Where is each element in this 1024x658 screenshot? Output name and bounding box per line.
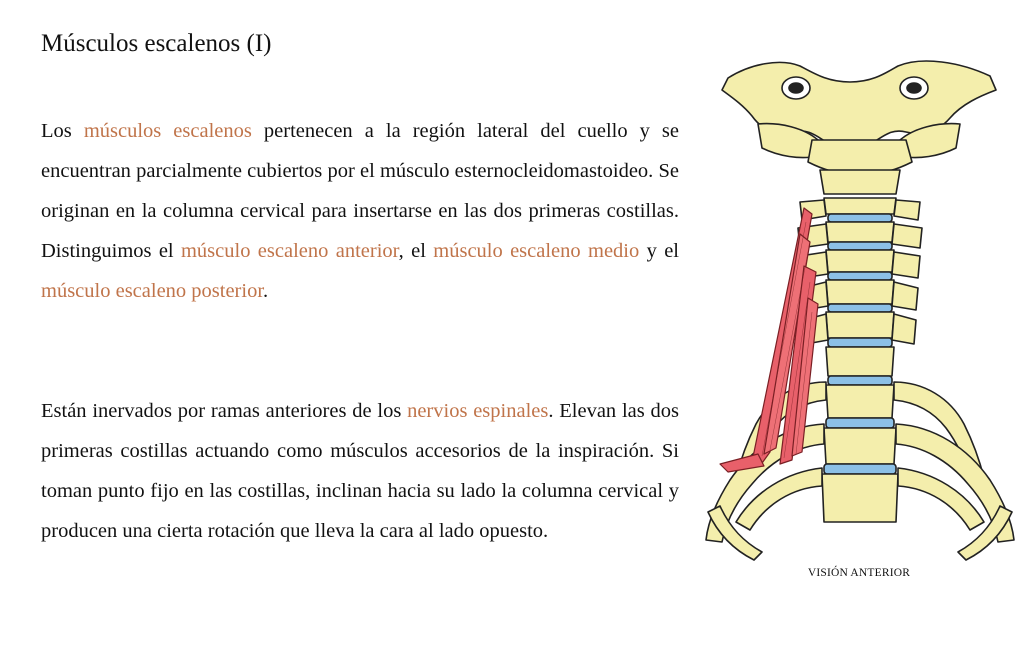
- text-segment: Los: [41, 120, 84, 142]
- paragraph-intro: [41, 111, 679, 311]
- text-segment: y el: [639, 240, 679, 262]
- link-nervios-espinales[interactable]: nervios espinales: [407, 400, 549, 422]
- link-escaleno-medio[interactable]: músculo escaleno medio: [433, 240, 640, 262]
- page-title: Músculos escalenos (I): [41, 30, 272, 57]
- paragraph-function: [41, 391, 679, 551]
- link-escaleno-anterior[interactable]: músculo escaleno anterior: [180, 240, 399, 262]
- text-segment: , el: [398, 240, 434, 262]
- text-segment: .: [263, 280, 269, 302]
- text-segment: . Elevan las dos primeras costillas actuando como músculos accesorios de la inspiración. Si toman punto fijo en las costillas, inclinan hacia su lado la columna cervical y producen una cierta rotación que lleva la cara al lado opuesto.: [41, 400, 679, 542]
- figure-caption: VISIÓN ANTERIOR: [807, 567, 911, 579]
- link-musculos-escalenos[interactable]: músculos escalenos: [83, 120, 252, 142]
- text-segment: pertenecen a la región lateral del cuello y se encuentran parcialmente cubiertos por el músculo esternocleidomastoideo. Se originan en la columna cervical para insertarse en las dos primeras costillas. Distinguimos el: [41, 120, 680, 262]
- link-escaleno-posterior[interactable]: músculo escaleno posterior: [41, 280, 264, 302]
- text-segment: Están inervados por ramas anteriores de los: [41, 400, 408, 422]
- cervical-spine-scalene-illustration: [700, 52, 1018, 562]
